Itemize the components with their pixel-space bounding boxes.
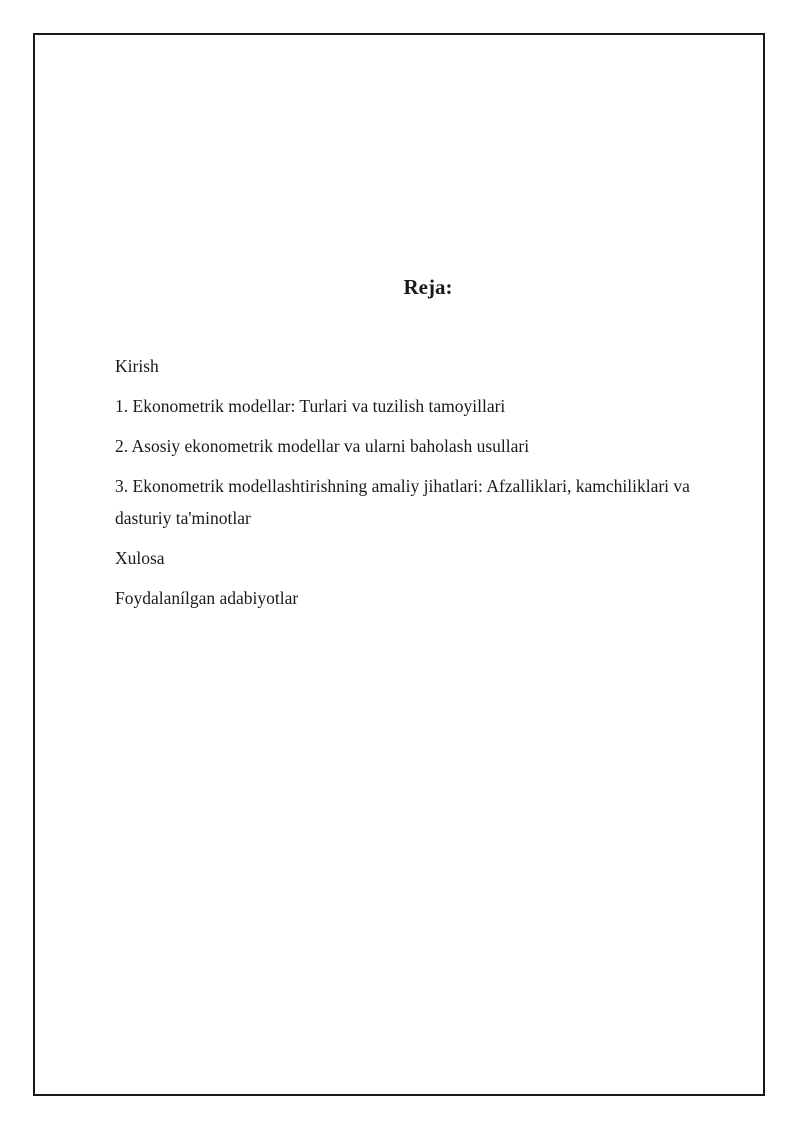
toc-item-references: Foydalanílgan adabiyotlar (115, 588, 299, 608)
toc-item-chapter-3: 3. Ekonometrik modellashtirishning amaliy jihatlari: Afzalliklari, kamchiliklari va dasturiy ta'minotlar (115, 476, 690, 528)
toc-item-chapter-2: 2. Asosiy ekonometrik modellar va ularni baholash usullari (115, 436, 530, 456)
page-title: Reja: (403, 275, 453, 299)
toc-item-chapter-1: 1. Ekonometrik modellar: Turlari va tuzilish tamoyillari (115, 396, 506, 416)
table-of-contents (115, 350, 737, 622)
toc-item-introduction: Kirish (115, 356, 159, 376)
toc-item-conclusion: Xulosa (115, 548, 165, 568)
